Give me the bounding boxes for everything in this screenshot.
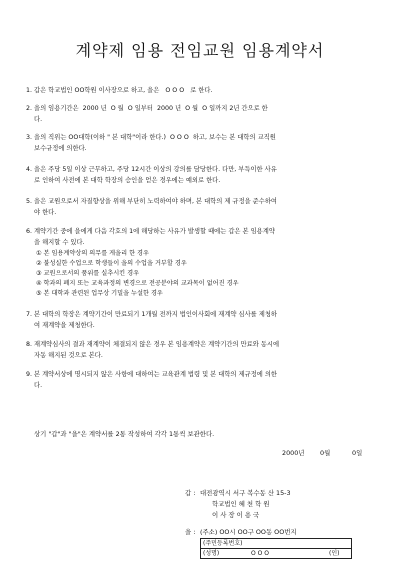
clause-6-sub-1: ① 본 임용계약상의 의무를 게을리 한 경우 [36, 250, 149, 257]
clause-6-sub-5: ⑤ 본 대학과 관련된 업무상 기밀을 누설한 경우 [36, 290, 163, 297]
clause-4: 4. 을은 주당 5일 이상 근무하고, 주당 12시간 이상의 강의를 담당한다. 다만, 부득이한 사유 로 인하여 사전에 본 대학 학장의 승인을 얻은 경우에는 예외로 한다. [26, 166, 277, 184]
date-year: 2000년 [282, 449, 305, 457]
name-label: (성명) [203, 550, 220, 557]
date-month: 0월 [320, 449, 331, 457]
document-title: 계약제 임용 전임교원 임용계약서 [75, 41, 325, 60]
clause-9: 9. 본 계약서상에 명시되지 않은 사항에 대하여는 교육관계 법령 및 본 대학의 제규정에 의한 다. [26, 371, 278, 389]
seal-mark: (인) [329, 550, 340, 557]
party-a-label: 갑 : [185, 489, 196, 497]
clause-6: 6. 계약기간 중에 을에게 다음 각호의 1에 해당하는 사유가 발생할 때에는 갑은 본 임용계약 을 해지할 수 있다. [26, 228, 275, 246]
clause-2: 2. 을의 임용기간은 2000 년 O 월 O 일부터 2000 년 O 월 O 일까지 2년 간으로 한 다. [26, 105, 268, 123]
party-a-address: 대전광역시 서구 복수동 산 15-3 [200, 489, 291, 497]
party-b-label: 을 : [185, 528, 196, 536]
clause-3: 3. 을의 직위는 OO대학(이하 " 본 대학"이라 한다.) O O O 하고, 보수는 본 대학의 교직원 보수규정에 의한다. [26, 134, 276, 152]
closing-statement: 상기 "갑"과 "을"은 계약서를 2통 작성하여 각각 1통씩 보관한다. [34, 430, 215, 438]
clause-8: 8. 재계약심사의 결과 재계약이 체결되지 않은 경우 본 임용계약은 계약기간의 만료와 동시에 자동 해지된 것으로 본다. [26, 341, 280, 359]
party-a-chair: 이 사 장 이 용 국 [212, 511, 260, 519]
party-b-address: (주소) OO시 OO구 OO동 OO번지 [200, 528, 297, 536]
name-value: O O O [251, 550, 269, 557]
clause-5: 5. 을은 교원으로서 자질향상을 위해 부단히 노력하여야 하며, 본 대학의 제 규정을 준수하여 야 한다. [26, 198, 278, 216]
clause-1: 1. 갑은 학교법인 OO학원 이사장으로 하고, 을은 O O O 로 한다. [26, 87, 213, 94]
resident-id-label: (주민등록번호) [203, 540, 243, 547]
clause-7: 7. 본 대학의 학장은 계약기간이 만료되기 1개월 전까지 법인이사회에 재계약 심사를 제청하 여 재계약을 제청한다. [26, 311, 278, 329]
clause-6-sub-4: ④ 학과의 폐지 또는 교육과정의 변경으로 전공분야의 교과목이 없어진 경우 [36, 280, 239, 287]
party-a-school: 학교법인 혜 천 학 원 [212, 500, 270, 508]
date-day: 0일 [352, 449, 363, 457]
clause-6-sub-3: ③ 교원으로서의 품위를 실추시킨 경우 [36, 270, 140, 277]
name-box [200, 548, 352, 559]
clause-6-sub-2: ② 불성실한 수업으로 학생들이 을의 수업을 거부할 경우 [36, 260, 187, 267]
